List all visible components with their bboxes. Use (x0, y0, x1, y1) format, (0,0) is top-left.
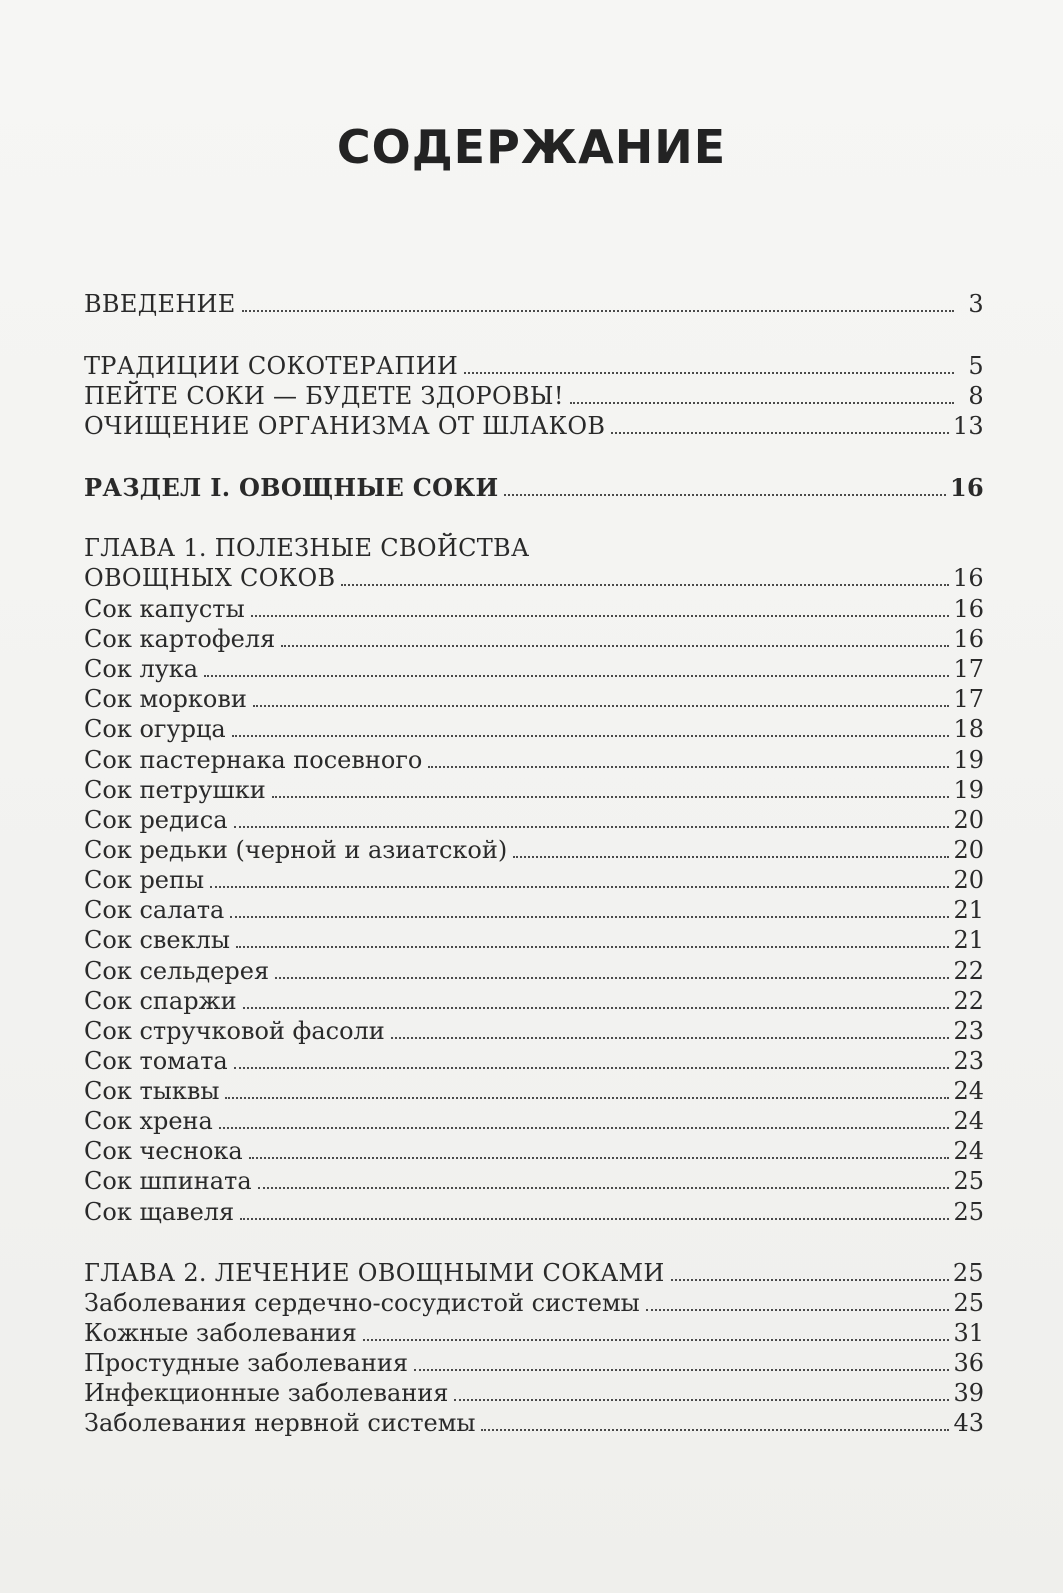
toc-entry-label: Сок свеклы (84, 926, 230, 954)
toc-entry-page: 21 (953, 896, 984, 924)
dot-leader (272, 796, 950, 798)
table-of-contents (84, 0, 984, 1593)
toc-entry-label: Сок капусты (84, 595, 245, 623)
toc-entry-label: ОЧИЩЕНИЕ ОРГАНИЗМА ОТ ШЛАКОВ (84, 412, 606, 440)
dot-leader (513, 856, 949, 858)
toc-entry-introduction (84, 288, 984, 318)
toc-entry (84, 864, 984, 894)
toc-entry-page: 17 (953, 655, 984, 683)
toc-entry (84, 1105, 984, 1135)
dot-leader (428, 766, 949, 768)
dot-leader (210, 886, 949, 888)
toc-entry-label: ОВОЩНЫХ СОКОВ (84, 564, 336, 592)
toc-entry-label: Сок тыквы (84, 1077, 220, 1105)
toc-entry (84, 1045, 984, 1075)
toc-entry (84, 653, 984, 683)
toc-entry (84, 744, 984, 774)
toc-entry-page: 16 (953, 625, 984, 653)
toc-entry-page: 17 (953, 685, 984, 713)
toc-entry (84, 1287, 984, 1317)
dot-leader (504, 494, 946, 496)
toc-entry-page: 23 (953, 1017, 984, 1045)
toc-entry-label: Сок лука (84, 655, 199, 683)
toc-entry-chapter-1-line-1 (84, 532, 984, 562)
toc-entry-label: ВВЕДЕНИЕ (84, 290, 236, 318)
toc-entry-page: 18 (953, 715, 984, 743)
dot-leader (611, 432, 949, 434)
toc-entry (84, 894, 984, 924)
toc-entry-label: Сок картофеля (84, 625, 276, 653)
toc-entry-page: 22 (953, 957, 984, 985)
toc-entry-label: ТРАДИЦИИ СОКОТЕРАПИИ (84, 352, 459, 380)
toc-entry-page: 16 (950, 473, 984, 502)
toc-entry-label: Сок шпината (84, 1167, 252, 1195)
toc-entry (84, 924, 984, 954)
dot-leader (240, 1218, 949, 1220)
toc-entry-page: 16 (953, 595, 984, 623)
toc-entry (84, 774, 984, 804)
toc-entry (84, 834, 984, 864)
dot-leader (391, 1037, 950, 1039)
toc-entry (84, 1165, 984, 1195)
toc-entry-page: 5 (968, 352, 984, 380)
toc-entry (84, 1407, 984, 1437)
toc-entry-page: 25 (953, 1289, 984, 1317)
toc-entry-label: Инфекционные заболевания (84, 1379, 449, 1407)
toc-entry (84, 593, 984, 623)
dot-leader (242, 310, 954, 312)
toc-entry-traditions (84, 350, 984, 380)
toc-entry (84, 1135, 984, 1165)
dot-leader (363, 1339, 950, 1341)
toc-entry-page: 43 (953, 1409, 984, 1437)
toc-entry-label: Заболевания сердечно-сосудистой системы (84, 1289, 640, 1317)
toc-entry-page: 20 (953, 806, 984, 834)
dot-leader (258, 1187, 950, 1189)
toc-entry-cleansing (84, 410, 984, 440)
toc-entry-page: 19 (953, 746, 984, 774)
toc-entry-label: Заболевания нервной системы (84, 1409, 476, 1437)
toc-entry-label: Сок петрушки (84, 776, 266, 804)
toc-entry-label: Сок моркови (84, 685, 247, 713)
toc-entry-label: Сок спаржи (84, 987, 237, 1015)
toc-entry-label: Простудные заболевания (84, 1349, 408, 1377)
toc-entry-page: 24 (953, 1137, 984, 1165)
toc-entry-label: Сок сельдерея (84, 957, 270, 985)
toc-entry (84, 804, 984, 834)
dot-leader (236, 946, 950, 948)
dot-leader (253, 705, 950, 707)
toc-entry-label: Сок щавеля (84, 1198, 235, 1226)
toc-entry-label: ГЛАВА 2. ЛЕЧЕНИЕ ОВОЩНЫМИ СОКАМИ (84, 1259, 665, 1287)
dot-leader (225, 1097, 949, 1099)
toc-entry-section-1 (84, 472, 984, 502)
toc-entry-label: Сок чеснока (84, 1137, 243, 1165)
dot-leader (243, 1007, 950, 1009)
toc-entry-chapter-1-line-2 (84, 562, 984, 592)
toc-entry-page: 24 (953, 1107, 984, 1135)
toc-entry (84, 985, 984, 1015)
toc-entry-page: 25 (953, 1198, 984, 1226)
toc-entry-page: 23 (953, 1047, 984, 1075)
toc-entry-chapter-2 (84, 1257, 984, 1287)
dot-leader (232, 735, 950, 737)
dot-leader (234, 826, 950, 828)
toc-entry (84, 713, 984, 743)
dot-leader (234, 1067, 950, 1069)
toc-entry-drink-juices (84, 380, 984, 410)
dot-leader (341, 584, 948, 586)
dot-leader (281, 645, 949, 647)
toc-entry (84, 1075, 984, 1105)
toc-entry-page: 20 (953, 836, 984, 864)
toc-entry (84, 1347, 984, 1377)
toc-entry (84, 1196, 984, 1226)
toc-entry (84, 623, 984, 653)
dot-leader (219, 1127, 950, 1129)
toc-entry-label: Сок редьки (черной и азиатской) (84, 836, 508, 864)
toc-entry-label: Сок стручковой фасоли (84, 1017, 385, 1045)
toc-entry-label: Сок томата (84, 1047, 228, 1075)
dot-leader (249, 1157, 950, 1159)
toc-entry-label: Сок салата (84, 896, 225, 924)
page-title: СОДЕРЖАНИЕ (336, 120, 727, 174)
toc-entry-page: 25 (952, 1259, 984, 1287)
toc-entry-page: 19 (953, 776, 984, 804)
dot-leader (414, 1369, 949, 1371)
dot-leader (481, 1429, 949, 1431)
toc-entry-page: 16 (952, 564, 984, 592)
toc-entry-page: 31 (953, 1319, 984, 1347)
toc-entry (84, 1317, 984, 1347)
toc-entry-label: Сок репы (84, 866, 205, 894)
toc-entry-page: 36 (953, 1349, 984, 1377)
toc-entry-page: 21 (953, 926, 984, 954)
toc-entry (84, 1015, 984, 1045)
dot-leader (275, 977, 949, 979)
toc-entry-label: ПЕЙТЕ СОКИ — БУДЕТЕ ЗДОРОВЫ! (84, 382, 564, 410)
dot-leader (464, 372, 954, 374)
dot-leader (230, 916, 949, 918)
dot-leader (251, 615, 950, 617)
dot-leader (671, 1279, 949, 1281)
dot-leader (570, 402, 954, 404)
toc-entry (84, 1377, 984, 1407)
toc-entry-page: 39 (953, 1379, 984, 1407)
toc-entry-page: 3 (968, 290, 984, 318)
toc-entry-label: Сок редиса (84, 806, 228, 834)
toc-entry (84, 683, 984, 713)
toc-entry-page: 24 (953, 1077, 984, 1105)
dot-leader (646, 1309, 950, 1311)
toc-entry-page: 13 (952, 412, 984, 440)
dot-leader (204, 675, 949, 677)
toc-entry-page: 25 (953, 1167, 984, 1195)
toc-entry-label: Сок огурца (84, 715, 226, 743)
toc-entry (84, 955, 984, 985)
toc-entry-label: РАЗДЕЛ I. ОВОЩНЫЕ СОКИ (84, 473, 499, 502)
toc-entry-label: Сок хрена (84, 1107, 213, 1135)
toc-entry-label: ГЛАВА 1. ПОЛЕЗНЫЕ СВОЙСТВА (84, 534, 530, 562)
dot-leader (454, 1399, 949, 1401)
toc-entry-page: 20 (953, 866, 984, 894)
toc-entry-page: 8 (968, 382, 984, 410)
toc-entry-label: Кожные заболевания (84, 1319, 357, 1347)
toc-entry-label: Сок пастернака посевного (84, 746, 423, 774)
toc-entry-page: 22 (953, 987, 984, 1015)
